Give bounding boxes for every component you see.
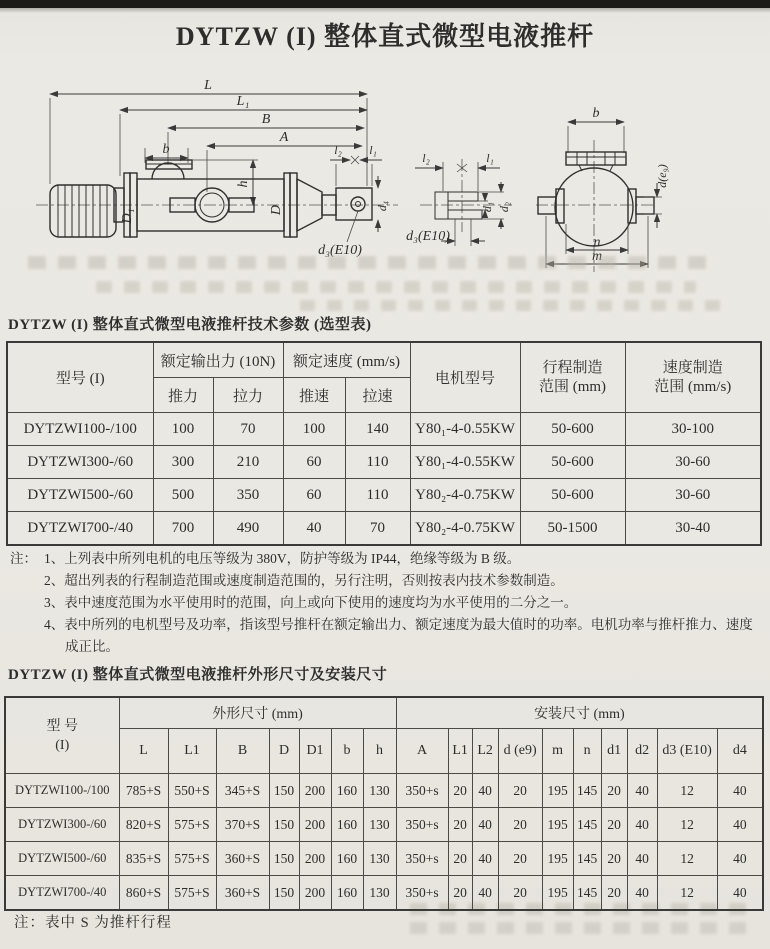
table-cell: 60 <box>283 446 345 479</box>
table-cell: 60 <box>283 479 345 512</box>
header-col-L: L <box>119 729 168 774</box>
header-col-de9: d (e9) <box>498 729 542 774</box>
trunnion-view <box>536 106 669 272</box>
table-cell: 860+S <box>119 876 168 911</box>
header-stroke-range <box>520 342 625 413</box>
table-cell: 575+S <box>168 876 216 911</box>
header-col-d4: d4 <box>717 729 763 774</box>
table-cell: 345+S <box>216 774 269 808</box>
dim-label-mid-d2: d₂ <box>497 201 511 213</box>
table-cell: 40 <box>472 876 498 911</box>
table-cell: 820+S <box>119 808 168 842</box>
table-cell: 210 <box>213 446 283 479</box>
dim-label-n: n <box>593 235 601 250</box>
table-cell: 12 <box>657 842 717 876</box>
table-cell: 360+S <box>216 842 269 876</box>
header-motor-model: 电机型号 <box>410 342 520 413</box>
table-cell: 40 <box>717 876 763 911</box>
table-cell: 50-600 <box>520 413 625 446</box>
header-pull-speed: 拉速 <box>345 378 410 413</box>
table-row <box>5 774 763 808</box>
table-cell: 195 <box>542 808 573 842</box>
page-title: DYTZW (I) 整体直式微型电液推杆 <box>175 22 595 51</box>
dim-label-d3: d₃(E10) <box>318 243 362 258</box>
table-cell: Y80₂-4-0.75KW <box>410 479 520 512</box>
header-model-line2: (I) <box>55 737 70 753</box>
header-col-D1: D1 <box>299 729 331 774</box>
table-cell: 145 <box>573 774 601 808</box>
table-cell: 150 <box>269 842 299 876</box>
footer-note: 注：表中 S 为推杆行程 <box>14 915 172 931</box>
note-item-4: 4、表中所列的电机型号及功率，指该型号推杆在额定输出力、额定速度为最大值时的功率。电机功率与推杆推力、速度成正比。 <box>44 617 753 654</box>
table-cell: 40 <box>717 808 763 842</box>
rod-end-section-view <box>406 151 512 246</box>
table-cell: 200 <box>299 774 331 808</box>
cell-model: DYTZWI700-/40 <box>5 876 119 911</box>
table-cell: 200 <box>299 808 331 842</box>
dimension-table <box>4 696 764 911</box>
table-cell: 500 <box>153 479 213 512</box>
header-stroke-range-line2: 范围 (mm) <box>538 378 607 395</box>
table-cell: 50-600 <box>520 446 625 479</box>
dim-label-h: h <box>236 180 251 188</box>
dim-label-l1: l₁ <box>369 143 377 157</box>
table-cell: 20 <box>498 876 542 911</box>
table-cell: 12 <box>657 774 717 808</box>
cell-model: DYTZWI100-/100 <box>7 413 153 446</box>
header-col-b: b <box>331 729 363 774</box>
dim-label-b: b <box>162 142 170 157</box>
table-cell: 145 <box>573 876 601 911</box>
header-push-speed: 推速 <box>283 378 345 413</box>
table-cell: 160 <box>331 808 363 842</box>
table-cell: 160 <box>331 774 363 808</box>
table-cell: 40 <box>717 774 763 808</box>
table-cell: 20 <box>448 808 472 842</box>
table-cell: Y80₂-4-0.75KW <box>410 512 520 546</box>
header-speed-range <box>625 342 761 413</box>
table-cell: 150 <box>269 876 299 911</box>
table-cell: 70 <box>213 413 283 446</box>
header-model: 型号 (I) <box>7 342 153 413</box>
table-cell: 350+s <box>396 876 448 911</box>
header-pull-force: 拉力 <box>213 378 283 413</box>
header-rated-speed: 额定速度 (mm/s) <box>283 342 410 378</box>
note-item-1: 1、上列表中所列电机的电压等级为 380V，防护等级为 IP44，绝缘等级为 B 级。 <box>44 551 521 566</box>
main-view <box>36 78 398 258</box>
table-cell: 20 <box>601 842 627 876</box>
table-cell: 195 <box>542 842 573 876</box>
table-cell: 130 <box>363 808 396 842</box>
header-outline-dims: 外形尺寸 (mm) <box>119 697 396 729</box>
header-speed-range-line1: 速度制造 <box>662 359 723 376</box>
table-row <box>7 512 761 546</box>
table-cell: 360+S <box>216 876 269 911</box>
table-row <box>5 842 763 876</box>
table-cell: 550+S <box>168 774 216 808</box>
table-cell: 40 <box>627 842 657 876</box>
table-cell: 130 <box>363 842 396 876</box>
table-cell: 40 <box>472 774 498 808</box>
spec-table <box>6 341 762 546</box>
table-cell: 30-60 <box>625 446 761 479</box>
table-cell: 195 <box>542 774 573 808</box>
cell-model: DYTZWI700-/40 <box>7 512 153 546</box>
table-cell: 40 <box>472 842 498 876</box>
table-cell: 40 <box>717 842 763 876</box>
header-col-d3E10: d3 (E10) <box>657 729 717 774</box>
scan-top-band <box>0 0 770 8</box>
note-item-3: 3、表中速度范围为水平使用时的范围，向上或向下使用的速度均为水平使用的二分之一。 <box>44 595 578 610</box>
header-col-L2: L2 <box>472 729 498 774</box>
table-row <box>7 413 761 446</box>
scan-top-band-shadow <box>0 8 770 13</box>
dim-label-l2: l₂ <box>334 143 342 157</box>
motor-fins <box>58 185 107 237</box>
table-cell: 50-1500 <box>520 512 625 546</box>
cell-model: DYTZWI100-/100 <box>5 774 119 808</box>
table-row <box>7 446 761 479</box>
table-cell: 40 <box>627 808 657 842</box>
header-speed-range-line2: 范围 (mm/s) <box>654 378 732 395</box>
table-cell: 150 <box>269 774 299 808</box>
table-cell: 575+S <box>168 842 216 876</box>
notes <box>10 548 758 658</box>
header-col-L1-install: L1 <box>448 729 472 774</box>
table-cell: 145 <box>573 842 601 876</box>
table-cell: 30-60 <box>625 479 761 512</box>
header-stroke-range-line1: 行程制造 <box>542 359 603 376</box>
table-cell: 350+s <box>396 808 448 842</box>
header-model <box>5 697 119 774</box>
dim-label-mid-d3: d₃(E10) <box>406 229 450 244</box>
table-cell: 575+S <box>168 808 216 842</box>
dimension-table-caption: DYTZW (I) 整体直式微型电液推杆外形尺寸及安装尺寸 <box>8 667 388 683</box>
dim-label-A: A <box>279 130 289 145</box>
header-rated-output: 额定输出力 (10N) <box>153 342 283 378</box>
table-cell: 350 <box>213 479 283 512</box>
cell-model: DYTZWI300-/60 <box>5 808 119 842</box>
cell-model: DYTZWI500-/60 <box>7 479 153 512</box>
table-cell: 12 <box>657 808 717 842</box>
table-cell: 145 <box>573 808 601 842</box>
table-cell: 20 <box>498 842 542 876</box>
dim-label-B: B <box>261 112 271 127</box>
dim-label-mid-d1: d₁ <box>480 201 494 213</box>
table-cell: 130 <box>363 774 396 808</box>
table-cell: 110 <box>345 446 410 479</box>
table-cell: 150 <box>269 808 299 842</box>
table-cell: 200 <box>299 842 331 876</box>
table-cell: 20 <box>601 774 627 808</box>
dim-label-de9: d(e₉) <box>655 164 669 188</box>
notes-label: 注： <box>10 551 37 566</box>
dim-label-d4: d₄ <box>375 200 389 212</box>
table-cell: 835+S <box>119 842 168 876</box>
table-cell: 20 <box>601 808 627 842</box>
table-cell: 195 <box>542 876 573 911</box>
header-push-force: 推力 <box>153 378 213 413</box>
table-cell: Y80₁-4-0.55KW <box>410 413 520 446</box>
table-cell: 40 <box>627 774 657 808</box>
dim-label-L1: L₁ <box>236 94 250 109</box>
table-cell: 140 <box>345 413 410 446</box>
table-cell: 130 <box>363 876 396 911</box>
technical-drawing <box>0 64 770 314</box>
table-cell: 160 <box>331 842 363 876</box>
table-cell: 700 <box>153 512 213 546</box>
header-col-B: B <box>216 729 269 774</box>
cell-model: DYTZWI300-/60 <box>7 446 153 479</box>
table-row <box>5 876 763 911</box>
table-cell: 350+s <box>396 774 448 808</box>
table-cell: 110 <box>345 479 410 512</box>
dim-label-mid-l2: l₂ <box>422 151 430 165</box>
header-install-dims: 安装尺寸 (mm) <box>396 697 763 729</box>
dim-label-m: m <box>591 249 603 264</box>
dim-label-D: D <box>269 204 284 216</box>
table-cell: 50-600 <box>520 479 625 512</box>
table-cell: 20 <box>498 774 542 808</box>
header-col-A: A <box>396 729 448 774</box>
header-col-d2: d2 <box>627 729 657 774</box>
table-cell: 20 <box>448 876 472 911</box>
table-cell: 40 <box>627 876 657 911</box>
header-col-d1: d1 <box>601 729 627 774</box>
header-model-line1: 型 号 <box>46 718 78 734</box>
dim-label-mid-l1: l₁ <box>486 151 494 165</box>
table-cell: 200 <box>299 876 331 911</box>
header-col-L1: L1 <box>168 729 216 774</box>
table-cell: 100 <box>283 413 345 446</box>
table-cell: 20 <box>448 842 472 876</box>
table-cell: 30-100 <box>625 413 761 446</box>
cell-model: DYTZWI500-/60 <box>5 842 119 876</box>
table-cell: 70 <box>345 512 410 546</box>
dim-label-D1: D₁ <box>120 208 135 224</box>
note-item-2: 2、超出列表的行程制造范围或速度制造范围的，另行注明，否则按表内技术参数制造。 <box>44 573 564 588</box>
header-col-D: D <box>269 729 299 774</box>
header-col-n: n <box>573 729 601 774</box>
table-cell: 160 <box>331 876 363 911</box>
table-row <box>7 479 761 512</box>
dim-label-right-b: b <box>592 106 600 121</box>
table-cell: 785+S <box>119 774 168 808</box>
table-cell: 300 <box>153 446 213 479</box>
table-cell: 40 <box>283 512 345 546</box>
table-cell: 20 <box>601 876 627 911</box>
table-cell: 370+S <box>216 808 269 842</box>
table-cell: 100 <box>153 413 213 446</box>
table-cell: 30-40 <box>625 512 761 546</box>
table-cell: 20 <box>498 808 542 842</box>
table-cell: Y80₁-4-0.55KW <box>410 446 520 479</box>
table-cell: 490 <box>213 512 283 546</box>
header-col-h: h <box>363 729 396 774</box>
header-col-m: m <box>542 729 573 774</box>
table-cell: 40 <box>472 808 498 842</box>
dim-label-L: L <box>204 78 212 93</box>
table-cell: 20 <box>448 774 472 808</box>
table-cell: 12 <box>657 876 717 911</box>
table-cell: 350+s <box>396 842 448 876</box>
spec-table-caption: DYTZW (I) 整体直式微型电液推杆技术参数 (选型表) <box>8 317 372 333</box>
table-row <box>5 808 763 842</box>
